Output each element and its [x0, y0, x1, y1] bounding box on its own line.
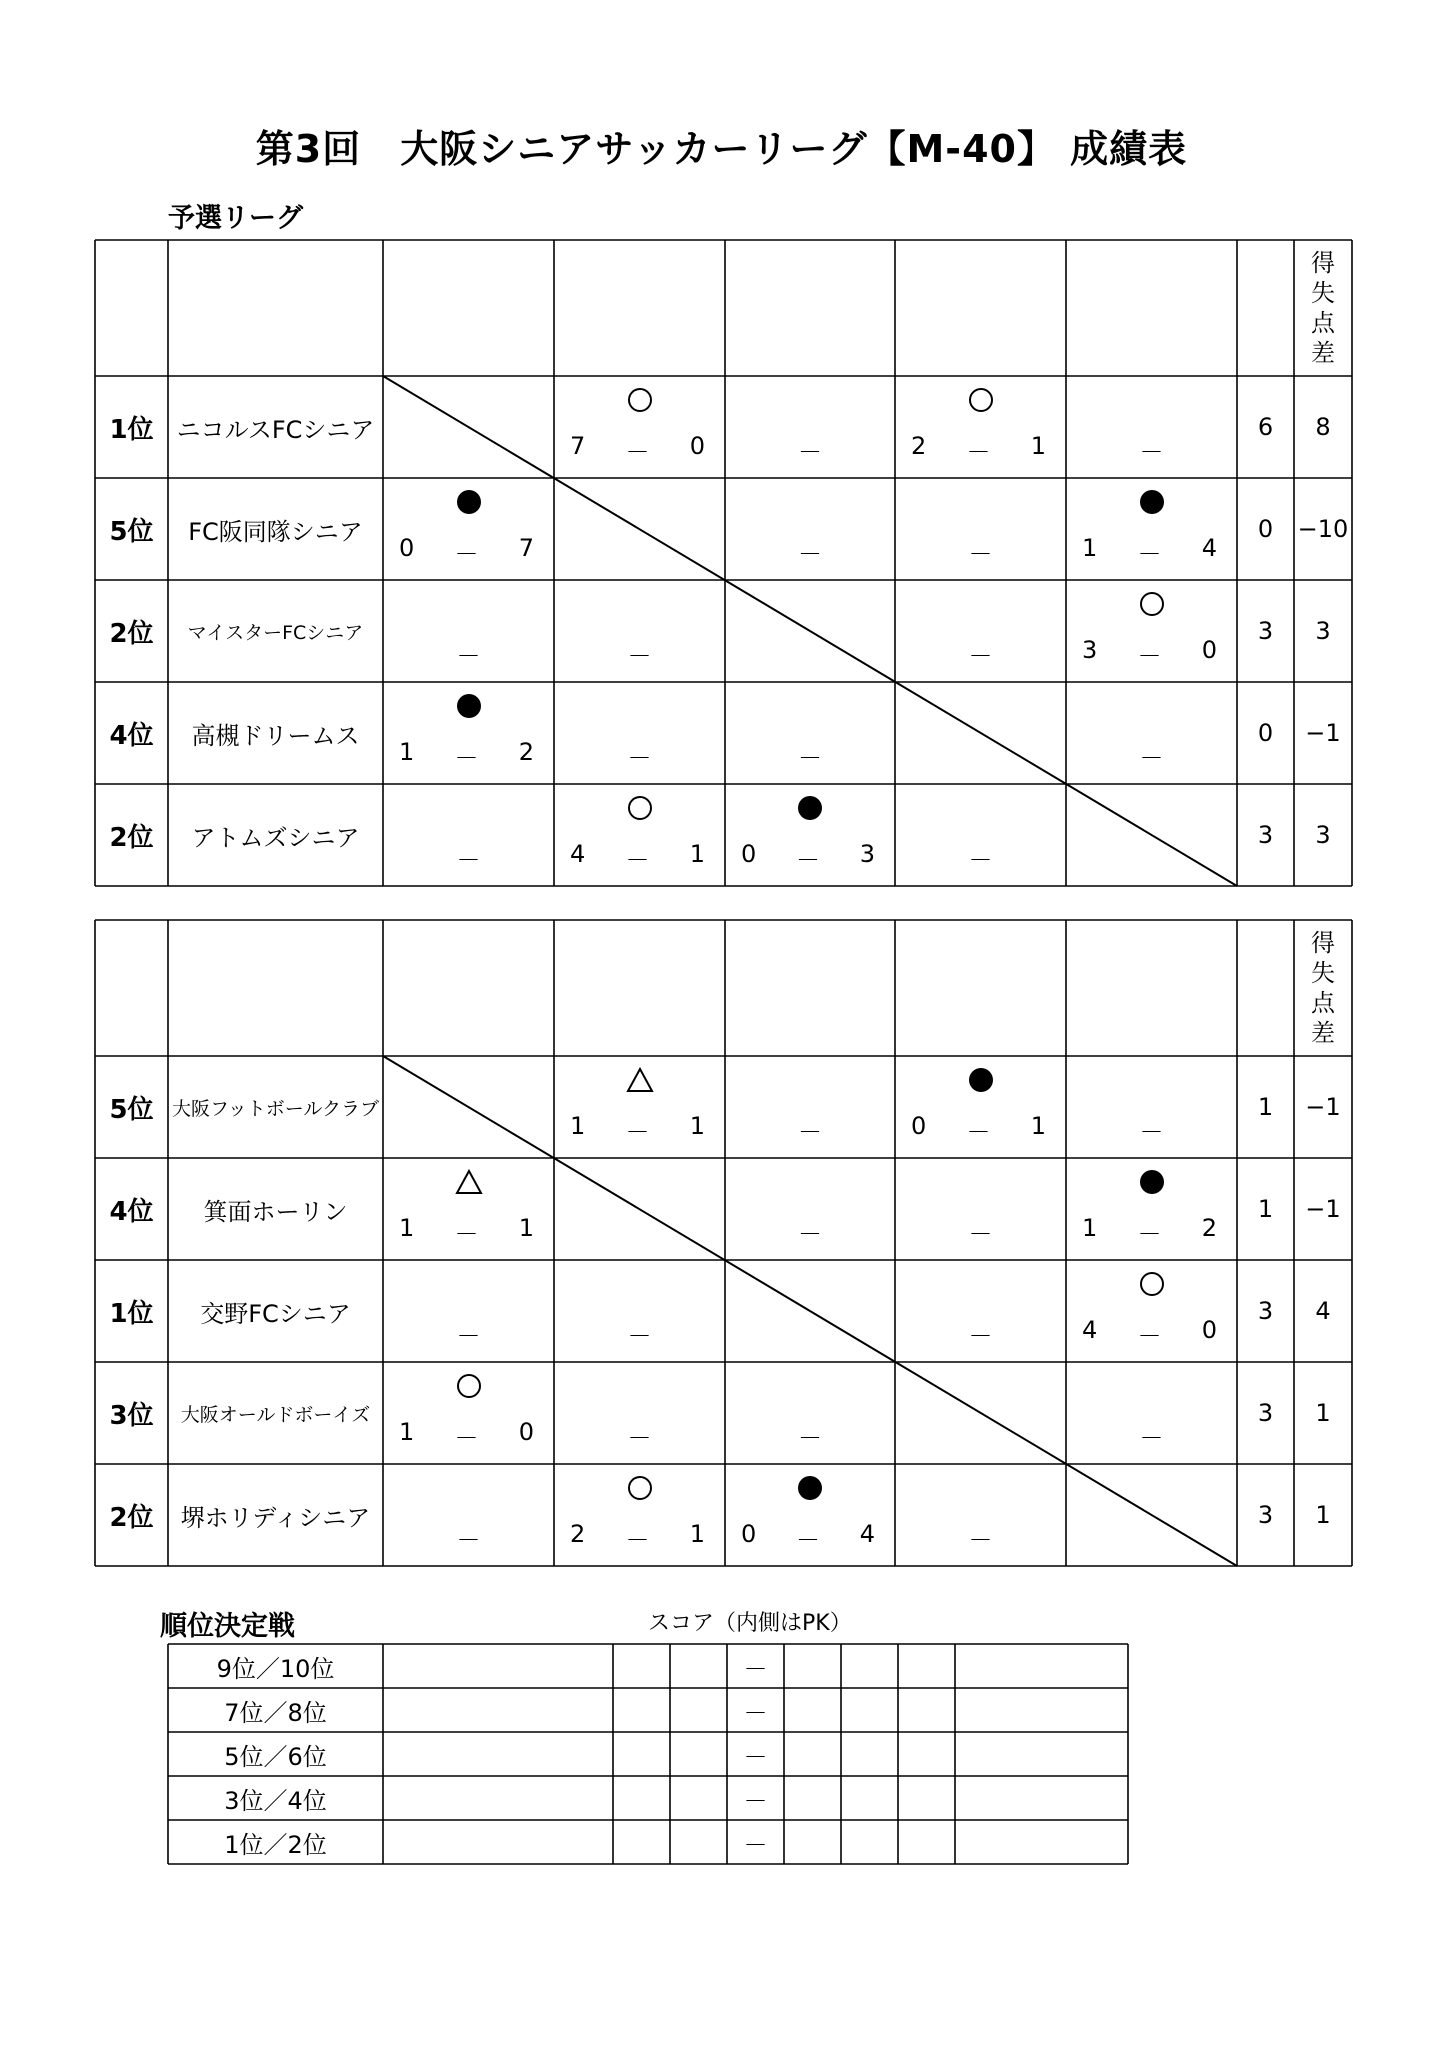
no-match-dash: － [1139, 438, 1164, 466]
score-caption: スコア（内側はPK） [648, 1611, 852, 1636]
match-score [1082, 534, 1217, 569]
preliminary-label: 予選リーグ [168, 203, 303, 234]
score-dash: － [966, 1118, 991, 1146]
row-team-name: FC阪同隊シニア [188, 517, 363, 546]
row-rank: 2位 [109, 822, 154, 853]
row-goal-diff: −1 [1305, 719, 1341, 747]
score-home: 2 [570, 1520, 586, 1548]
row-goal-diff: −1 [1305, 1195, 1341, 1223]
score-home: 0 [741, 840, 757, 868]
row-rank: 4位 [109, 1196, 154, 1227]
score-home: 1 [399, 738, 415, 766]
header-goal-diff [1294, 242, 1352, 374]
header-team [554, 240, 725, 332]
row-team-name: 大阪オールドボーイズ [180, 1403, 371, 1426]
score-home: 1 [1082, 534, 1098, 562]
no-match-dash: － [627, 642, 652, 670]
row-rank: 2位 [109, 1502, 154, 1533]
match-score [570, 432, 705, 467]
header-wins [1237, 248, 1294, 288]
row-points: 3 [1257, 1501, 1274, 1529]
header-team [725, 240, 895, 332]
group-a-table [95, 240, 1352, 886]
score-dash: － [1137, 642, 1162, 670]
placement-label: 順位決定戦 [160, 1611, 295, 1642]
row-team-name: 箕面ホーリン [203, 1197, 348, 1226]
header-goal-diff-char: 差 [1311, 339, 1335, 367]
score-away: 0 [689, 432, 705, 460]
row-rank: 1位 [109, 414, 154, 445]
header-team [383, 920, 554, 1012]
row-points: 6 [1257, 413, 1274, 441]
header-goal-diff [1294, 922, 1352, 1054]
placement-match-label: 1位／2位 [224, 1830, 327, 1859]
loss-filled-circle-icon [796, 794, 824, 822]
score-dash: － [454, 540, 479, 568]
win-circle-icon [1138, 1270, 1166, 1298]
row-team-name: 大阪フットボールクラブ [172, 1097, 379, 1120]
row-goal-diff: −10 [1297, 515, 1349, 543]
no-match-dash: － [798, 1220, 822, 1248]
win-circle-icon [626, 386, 654, 414]
score-home: 0 [911, 1112, 927, 1140]
row-team-name: 堺ホリディシニア [180, 1503, 371, 1532]
no-match-dash: － [456, 1526, 481, 1554]
header-goal-diff-char: 得 [1311, 929, 1335, 957]
row-rank: 4位 [109, 720, 154, 751]
no-match-dash: － [798, 1118, 822, 1146]
row-goal-diff: −1 [1305, 1093, 1341, 1121]
header-wins [1237, 928, 1294, 968]
header-points [1237, 1008, 1294, 1048]
no-match-dash: － [968, 1322, 993, 1350]
no-match-dash: － [798, 438, 822, 466]
row-goal-diff: 1 [1315, 1501, 1331, 1529]
no-match-dash: － [456, 642, 481, 670]
score-dash: － [625, 438, 650, 466]
no-match-dash: － [456, 846, 481, 874]
score-away: 1 [689, 1112, 705, 1140]
header-goal-diff-char: 失 [1311, 959, 1335, 987]
score-home: 2 [911, 432, 927, 460]
header-team [383, 240, 554, 332]
no-match-dash: － [968, 540, 993, 568]
score-home: 7 [570, 432, 586, 460]
header-goal-diff-char: 点 [1311, 309, 1335, 337]
header-team [725, 920, 895, 1012]
row-points: 3 [1257, 821, 1274, 849]
header-rank [95, 240, 168, 376]
header-team [895, 920, 1066, 1012]
no-match-dash: － [627, 1424, 652, 1452]
score-home: 1 [570, 1112, 586, 1140]
no-match-dash: － [1139, 1424, 1164, 1452]
match-score [570, 1112, 705, 1147]
row-rank: 2位 [109, 618, 154, 649]
score-away: 0 [1201, 1316, 1217, 1344]
score-away: 7 [518, 534, 534, 562]
placement-score-dash: － [743, 1742, 768, 1771]
score-away: 1 [518, 1214, 534, 1242]
score-home: 3 [1082, 636, 1098, 664]
loss-filled-circle-icon [455, 692, 483, 720]
match-score [911, 432, 1046, 467]
header-group-name [168, 920, 383, 1010]
score-away: 0 [1201, 636, 1217, 664]
match-score [1082, 636, 1217, 671]
score-dash: － [796, 846, 820, 874]
header-group-name [168, 240, 383, 330]
score-home: 1 [399, 1418, 415, 1446]
score-away: 2 [518, 738, 534, 766]
no-match-dash: － [968, 1526, 993, 1554]
match-score [399, 534, 534, 569]
no-match-dash: － [798, 1424, 822, 1452]
row-team-name: 交野FCシニア [200, 1299, 351, 1328]
placement-match-label: 3位／4位 [224, 1786, 327, 1815]
header-goal-diff-char: 差 [1311, 1019, 1335, 1047]
row-points: 1 [1257, 1093, 1274, 1121]
win-circle-icon [967, 386, 995, 414]
score-dash: － [625, 846, 650, 874]
match-score [911, 1112, 1046, 1147]
header-points [1237, 328, 1294, 368]
no-match-dash: － [968, 1220, 993, 1248]
win-circle-icon [1138, 590, 1166, 618]
placement-score-dash: － [743, 1786, 768, 1815]
score-dash: － [966, 438, 991, 466]
header-team [1066, 920, 1237, 1012]
row-rank: 5位 [109, 1094, 154, 1125]
score-away: 1 [689, 840, 705, 868]
match-score [399, 1418, 534, 1453]
row-goal-diff: 3 [1315, 617, 1331, 645]
placement-match-label: 5位／6位 [224, 1742, 327, 1771]
win-circle-icon [626, 1474, 654, 1502]
score-home: 1 [399, 1214, 415, 1242]
score-dash: － [454, 1424, 479, 1452]
score-away: 1 [1030, 432, 1046, 460]
no-match-dash: － [798, 540, 822, 568]
no-match-dash: － [968, 642, 993, 670]
score-home: 1 [1082, 1214, 1098, 1242]
score-dash: － [1137, 1322, 1162, 1350]
score-dash: － [454, 1220, 479, 1248]
row-team-name: ニコルスFCシニア [176, 415, 375, 444]
row-goal-diff: 3 [1315, 821, 1331, 849]
no-match-dash: － [798, 744, 822, 772]
score-dash: － [625, 1526, 650, 1554]
score-away: 2 [1201, 1214, 1217, 1242]
score-away: 0 [518, 1418, 534, 1446]
row-rank: 5位 [109, 516, 154, 547]
placement-score-dash: － [743, 1654, 768, 1683]
row-team-name: 高槻ドリームス [191, 721, 360, 750]
header-team [895, 240, 1066, 332]
match-score [570, 840, 705, 875]
no-match-dash: － [1139, 1118, 1164, 1146]
score-away: 1 [1030, 1112, 1046, 1140]
loss-filled-circle-icon [1138, 1168, 1166, 1196]
row-goal-diff: 8 [1315, 413, 1331, 441]
match-score [741, 840, 875, 875]
win-circle-icon [626, 794, 654, 822]
header-rank [95, 920, 168, 1056]
placement-score-dash: － [743, 1830, 768, 1859]
match-score [1082, 1214, 1217, 1249]
loss-filled-circle-icon [455, 488, 483, 516]
row-goal-diff: 4 [1315, 1297, 1331, 1325]
header-goal-diff-char: 得 [1311, 249, 1335, 277]
match-score [741, 1520, 875, 1555]
match-score [399, 1214, 534, 1249]
no-match-dash: － [968, 846, 993, 874]
win-circle-icon [455, 1372, 483, 1400]
row-points: 3 [1257, 1297, 1274, 1325]
row-goal-diff: 1 [1315, 1399, 1331, 1427]
draw-triangle-icon [626, 1066, 654, 1094]
score-dash: － [625, 1118, 650, 1146]
score-dash: － [1137, 540, 1162, 568]
score-home: 4 [570, 840, 586, 868]
no-match-dash: － [456, 1322, 481, 1350]
row-rank: 3位 [109, 1400, 154, 1431]
placement-score-dash: － [743, 1698, 768, 1727]
score-away: 3 [859, 840, 875, 868]
score-home: 4 [1082, 1316, 1098, 1344]
draw-triangle-icon [455, 1168, 483, 1196]
row-team-name: マイスターFCシニア [187, 621, 364, 644]
row-team-name: アトムズシニア [191, 823, 360, 852]
score-away: 1 [689, 1520, 705, 1548]
row-points: 1 [1257, 1195, 1274, 1223]
row-points: 0 [1257, 515, 1274, 543]
header-team [554, 920, 725, 1012]
header-goal-diff-char: 点 [1311, 989, 1335, 1017]
loss-filled-circle-icon [796, 1474, 824, 1502]
score-dash: － [454, 744, 479, 772]
loss-filled-circle-icon [1138, 488, 1166, 516]
page-title: 第3回 大阪シニアサッカーリーグ【M-40】 成績表 [255, 127, 1188, 171]
placement-match-label: 7位／8位 [224, 1698, 327, 1727]
match-score [399, 738, 534, 773]
row-points: 3 [1257, 1399, 1274, 1427]
score-dash: － [796, 1526, 820, 1554]
match-score [1082, 1316, 1217, 1351]
score-away: 4 [1201, 534, 1217, 562]
match-score [570, 1520, 705, 1555]
group-b-table [95, 920, 1352, 1566]
score-dash: － [1137, 1220, 1162, 1248]
score-home: 0 [741, 1520, 757, 1548]
no-match-dash: － [1139, 744, 1164, 772]
row-points: 0 [1257, 719, 1274, 747]
header-goal-diff-char: 失 [1311, 279, 1335, 307]
row-points: 3 [1257, 617, 1274, 645]
placement-table [168, 1644, 1128, 1864]
row-rank: 1位 [109, 1298, 154, 1329]
score-home: 0 [399, 534, 415, 562]
placement-match-label: 9位／10位 [216, 1654, 335, 1683]
loss-filled-circle-icon [967, 1066, 995, 1094]
score-away: 4 [859, 1520, 875, 1548]
no-match-dash: － [627, 1322, 652, 1350]
no-match-dash: － [627, 744, 652, 772]
header-team [1066, 240, 1237, 332]
